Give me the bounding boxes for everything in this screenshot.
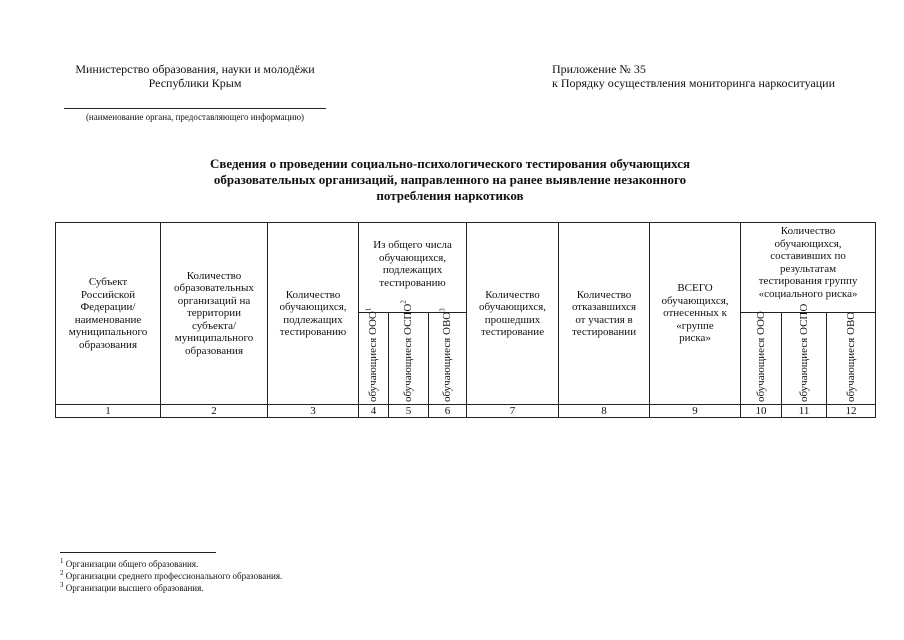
column-number: 10 xyxy=(741,405,782,418)
column-number: 5 xyxy=(389,405,429,418)
column-number: 3 xyxy=(268,405,359,418)
column-number: 7 xyxy=(467,405,559,418)
column-number: 4 xyxy=(359,405,389,418)
column-number-row xyxy=(56,405,876,418)
column-number: 9 xyxy=(650,405,741,418)
footnote-rule xyxy=(60,552,216,553)
header-subject: Субъект Российской Федерации/ наименование муниципального образования xyxy=(56,223,161,405)
column-number: 11 xyxy=(782,405,827,418)
header-tested-ooo: обучающиеся ООО$^1$ xyxy=(359,313,389,405)
column-number: 1 xyxy=(56,405,161,418)
footnotes xyxy=(60,552,282,594)
header-tested-ovo: обучающиеся ОВО$^3$ xyxy=(429,313,467,405)
document-title xyxy=(120,156,780,204)
issuer-line-1: Министерство образования, науки и молодёжи xyxy=(75,62,315,76)
issuer-block xyxy=(52,62,338,123)
appendix-reference: к Порядку осуществления мониторинга наркоситуации xyxy=(552,76,836,90)
title-line-3: потребления наркотиков xyxy=(376,188,524,203)
column-number: 8 xyxy=(559,405,650,418)
header-students-to-test: Количество обучающихся, подлежащих тестированию xyxy=(268,223,359,405)
header-risk-ooo: обучающиеся ООО xyxy=(741,313,782,405)
footnote-2: $^2$ Организации среднего профессионального образования. xyxy=(60,569,283,581)
title-line-1: Сведения о проведении социально-психологического тестирования обучающихся xyxy=(209,156,691,171)
column-number: 12 xyxy=(827,405,876,418)
header-refused-test: Количество отказавшихся от участия в тестировании xyxy=(559,223,650,405)
issuer-caption: (наименование органа, предоставляющего информацию) xyxy=(85,112,305,122)
appendix-block xyxy=(552,62,882,90)
header-risk-ospo: обучающиеся ОСПО xyxy=(782,313,827,405)
header-row-top xyxy=(56,223,876,313)
header-risk-ovo: обучающиеся ОВО xyxy=(827,313,876,405)
header-tested-ospo: обучающиеся ОСПО$^2$ xyxy=(389,313,429,405)
header-org-count: Количество образовательных организаций на территории субъекта/ муниципального образования xyxy=(161,223,268,405)
report-table xyxy=(55,222,876,418)
header-risk-total: ВСЕГО обучающихся, отнесенных к «группе риска» xyxy=(650,223,741,405)
issuer-signature-rule xyxy=(64,108,326,109)
column-number: 6 xyxy=(429,405,467,418)
footnote-3: $^3$ Организации высшего образования. xyxy=(60,581,204,593)
title-line-2: образовательных организаций, направленного на ранее выявление незаконного xyxy=(213,172,687,187)
footnote-1: $^1$ Организации общего образования. xyxy=(60,557,199,569)
issuer-line-2: Республики Крым xyxy=(148,76,242,90)
appendix-number: Приложение № 35 xyxy=(552,62,646,76)
header-group-tested: Из общего числа обучающихся, подлежащих тестированию xyxy=(359,223,467,313)
column-number: 2 xyxy=(161,405,268,418)
header-group-risk: Количество обучающихся, составивших по результатам тестирования группу «социального риска» xyxy=(741,223,876,313)
header-passed-test: Количество обучающихся, прошедших тестирование xyxy=(467,223,559,405)
